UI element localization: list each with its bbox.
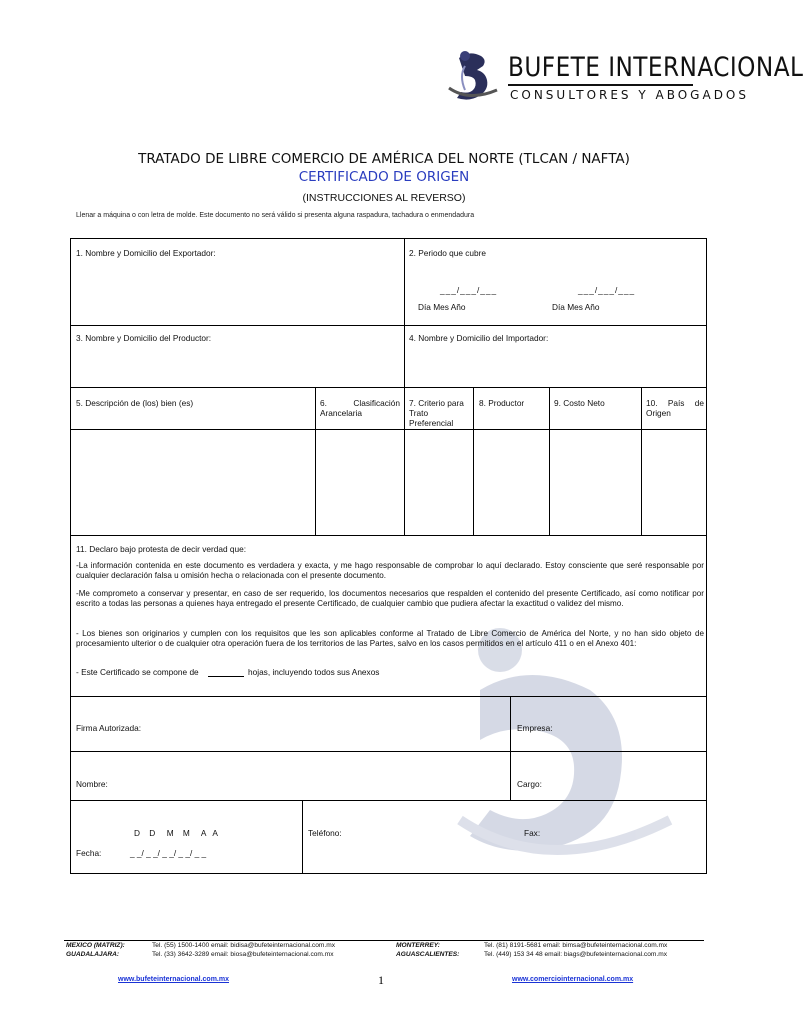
page-number: 1 — [378, 973, 384, 987]
column-divider — [549, 387, 550, 535]
column-divider — [315, 387, 316, 535]
column-divider — [473, 387, 474, 535]
date-format-header: D D M M A A — [134, 828, 218, 838]
period-to-date-line[interactable]: ___/___/___ — [578, 285, 636, 295]
sheet-count-label: - Este Certificado se compone de — [76, 667, 199, 677]
document-subtitle: CERTIFICADO DE ORIGEN — [298, 169, 470, 185]
footer-office-label: MONTERREY: — [396, 942, 440, 949]
column-divider — [510, 696, 511, 800]
fill-note: Llenar a máquina o con letra de molde. Este documento no será válido si presenta alguna raspadura, tachadura o enmendadura — [76, 212, 475, 219]
field-period-label: 2. Periodo que cubre — [409, 248, 487, 258]
field-producer-label: 3. Nombre y Domicilio del Productor: — [76, 333, 212, 343]
declaration-paragraph: - Los bienes son originarios y cumplen con los requisitos que les son aplicables conforme al Tratado de Libre Comercio de América del Norte, y no han sido objeto de procesamiento ulterior o de cualquier otra operación fuera de los territorios de las Partes, salvo en los casos permitidos en el artículo 411 o en el Anexo 401: — [76, 629, 704, 649]
column-divider — [404, 238, 405, 387]
field-preference-criterion-label: 7. Criterio para Trato Preferencial — [409, 398, 464, 428]
instructions-note: (INSTRUCCIONES AL REVERSO) — [302, 192, 466, 204]
field-tariff-classification-label: 6. Clasificación Arancelaria — [320, 398, 400, 418]
document-title: TRATADO DE LIBRE COMERCIO DE AMÉRICA DEL NORTE (TLCAN / NAFTA) — [138, 151, 630, 167]
row-divider — [70, 387, 707, 388]
declaration-heading: 11. Declaro bajo protesta de decir verdad que: — [76, 544, 247, 554]
bi-monogram-logo-icon — [445, 48, 505, 106]
phone-label: Teléfono: — [308, 828, 342, 838]
brand-subtitle: CONSULTORES Y ABOGADOS — [510, 88, 749, 102]
field-producer-flag-label: 8. Productor — [479, 398, 525, 408]
position-label: Cargo: — [517, 779, 542, 789]
footer-office-label: AGUASCALIENTES: — [396, 951, 460, 958]
row-divider — [70, 325, 707, 326]
date-field[interactable]: _ _/ _ _/ _ _/ _ _/ _ _ — [130, 848, 207, 858]
company-label: Empresa: — [517, 723, 553, 733]
row-divider — [70, 696, 707, 697]
date-label: Fecha: — [76, 848, 102, 858]
sheet-count-suffix: hojas, incluyendo todos sus Anexos — [248, 667, 380, 677]
footer-office-info: Tel. (33) 3642-3289 email: biosa@bufeteinternacional.com.mx — [152, 951, 334, 958]
footer-office-info: Tel. (55) 1500-1400 email: bidisa@bufeteinternacional.com.mx — [152, 942, 335, 949]
field-goods-description-label: 5. Descripción de (los) bien (es) — [76, 398, 194, 408]
row-divider — [70, 535, 707, 536]
row-divider — [70, 751, 707, 752]
field-country-origin-label: 10. País de Origen — [646, 398, 704, 418]
footer-office-info: Tel. (81) 8191-5681 email: bimsa@bufeteinternacional.com.mx — [484, 942, 668, 949]
column-divider — [302, 800, 303, 874]
footer-divider — [64, 940, 704, 941]
column-divider — [641, 387, 642, 535]
footer-office-label: MEXICO (MATRIZ): — [66, 942, 125, 949]
declaration-paragraph: -Me comprometo a conservar y presentar, en caso de ser requerido, los documentos necesarios que respalden el contenido del presente Certificado, así como notificar por escrito a todas las personas a quienes haya entregado el presente Certificado, de cualquier cambio que pudiera afectar la exactitud o validez del mismo. — [76, 589, 704, 609]
name-label: Nombre: — [76, 779, 108, 789]
sheet-count-field[interactable] — [208, 676, 244, 677]
fax-label: Fax: — [524, 828, 541, 838]
brand-title: BUFETE INTERNACIONAL — [508, 52, 803, 83]
field-exporter-label: 1. Nombre y Domicilio del Exportador: — [76, 248, 216, 258]
declaration-paragraph: -La información contenida en este documento es verdadera y exacta, y me hago responsable de comprobar lo aquí declarado. Estoy consciente que seré responsable por cualquier declaración falsa u omisión hecha o relacionada con el presente documento. — [76, 561, 704, 581]
footer-office-info: Tel. (449) 153 34 48 email: biags@bufeteinternacional.com.mx — [484, 951, 667, 958]
footer-link-bufete[interactable]: www.bufeteinternacional.com.mx — [118, 976, 229, 983]
row-divider — [70, 429, 707, 430]
footer-office-label: GUADALAJARA: — [66, 951, 120, 958]
brand-divider — [508, 84, 693, 86]
column-divider — [404, 387, 405, 535]
field-importer-label: 4. Nombre y Domicilio del Importador: — [409, 333, 549, 343]
field-net-cost-label: 9. Costo Neto — [554, 398, 605, 408]
row-divider — [70, 800, 707, 801]
period-to-date-caption: Día Mes Año — [552, 302, 600, 312]
footer-link-comercio[interactable]: www.comerciointernacional.com.mx — [512, 976, 634, 983]
period-from-date-caption: Día Mes Año — [418, 302, 466, 312]
authorized-signature-label: Firma Autorizada: — [76, 723, 142, 733]
period-from-date-line[interactable]: ___/___/___ — [440, 285, 498, 295]
